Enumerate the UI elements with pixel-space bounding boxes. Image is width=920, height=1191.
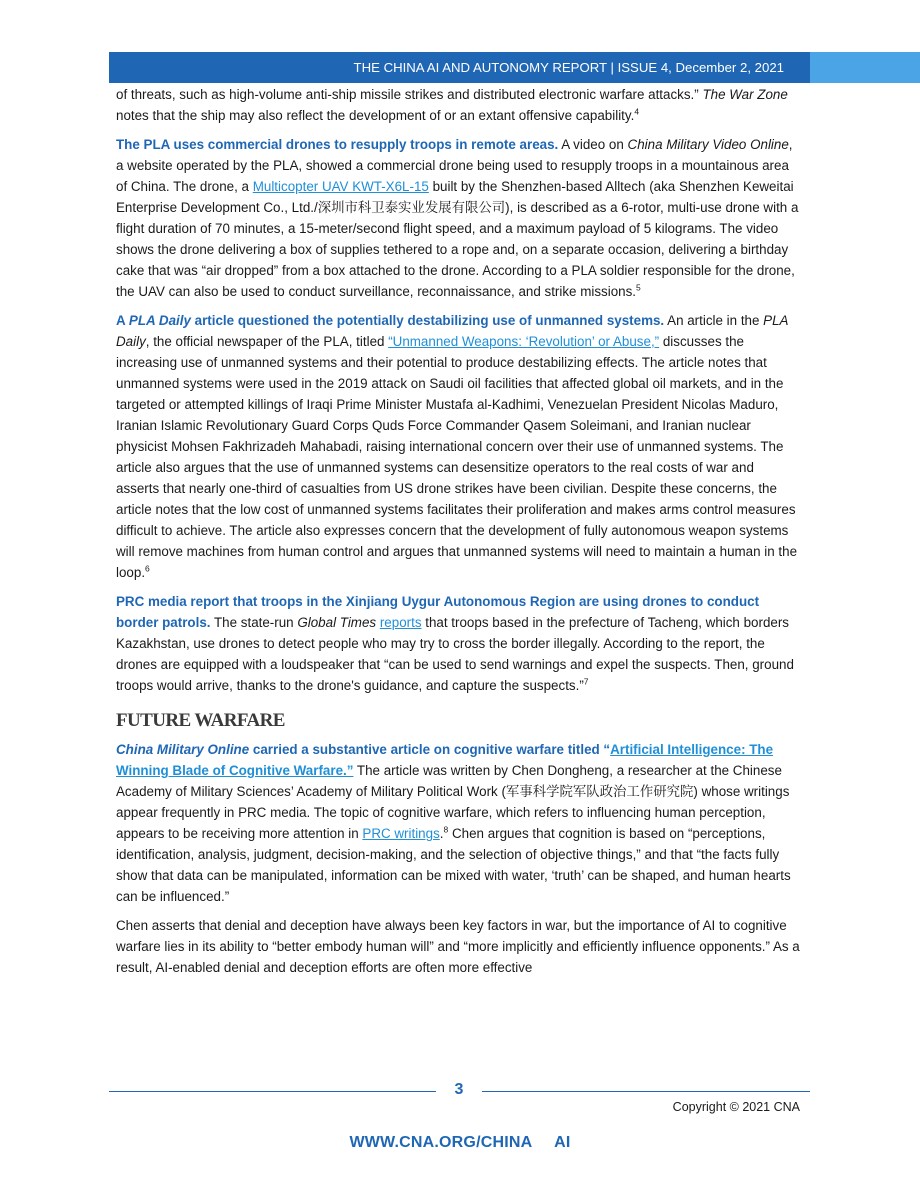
link-unmanned-weapons-article[interactable]: “Unmanned Weapons: ‘Revolution’ or Abuse,” <box>388 334 660 349</box>
paragraph-text: Chen asserts that denial and deception have always been key factors in war, but the importance of AI to cognitive warfare lies in its ability to “better embody human will” and “more implicitly and efficiently influence opponents.” As a result, AI-enabled denial and deception efforts are often more effective <box>116 918 800 975</box>
paragraph-text: of threats, such as high-volume anti-ship missile strikes and distributed electronic warfare attacks.” <box>116 87 703 102</box>
publication-name: PLA Daily <box>116 313 788 349</box>
paragraph-cognitive-warfare <box>116 739 800 907</box>
paragraph-text: notes that the ship may also reflect the development of or an extant offensive capability. <box>116 108 635 123</box>
lead-text: carried a substantive article on cognitive warfare titled “ <box>249 742 611 757</box>
footer-divider-right <box>482 1091 810 1092</box>
paragraph-text: Chen argues that cognition is based on “perceptions, identification, analysis, judgment, decision-making, and the selection of objective things,” and that “the facts fully show that data can be manipulated, information can be mixed with water, ‘truth’ can be shaped, and human hearts can be influenced.” <box>116 826 791 904</box>
publication-name: China Military Online <box>116 742 250 757</box>
link-multicopter-uav[interactable]: Multicopter UAV KWT-X6L-15 <box>252 179 429 194</box>
paragraph-text: The state-run <box>210 615 298 630</box>
link-prc-writings[interactable]: PRC writings <box>362 826 440 841</box>
publication-name: Global Times <box>297 615 377 630</box>
footnote-ref: 5 <box>636 282 641 293</box>
paragraph-text: that troops based in the prefecture of Tacheng, which borders Kazakhstan, use drones to detect people who may try to cross the border illegally. According to the report, the drones are equipped with a loudspeaker that “can be used to send warnings and expel the suspects. Then, ground troops would arrive, thanks to the drone's guidance, and capture the suspects.” <box>116 615 794 693</box>
footnote-ref: 7 <box>583 676 589 687</box>
header-bar <box>109 52 810 83</box>
paragraph-text: discusses the increasing use of unmanned systems and their potential to produce destabilizing effects. The article notes that unmanned systems were used in the 2019 attack on Saudi oil facilities that affected global oil markets, and in the targeted or attempted killings of Iraqi Prime Minister Mustafa al-Kadhimi, Venezuelan President Nicolas Maduro, Iranian Islamic Revolutionary Guard Corps Quds Force Commander Qasem Soleimani, and Iranian nuclear physicist Mohsen Fakhrizadeh Mahabadi, raising international concern over their use of unmanned systems. The article also argues that the use of unmanned systems can desensitize operators to the real costs of war and asserts that nearly one-third of casualties from US drone strikes have been civilian. Despite these concerns, the article notes that the low cost of unmanned systems facilitates their proliferation and makes arms control measures difficult to achieve. The article also expresses concern that the development of fully autonomous weapon systems will remove machines from human control and argues that unmanned systems will need to maintain a human in the loop. <box>116 334 798 580</box>
publication-name: The War Zone <box>702 87 788 102</box>
paragraph-text: , a website operated by the PLA, showed a commercial drone being used to resupply troops in a mountainous area of China. The drone, a <box>116 137 793 194</box>
paragraph-pla-daily <box>116 310 800 583</box>
header-accent-block <box>810 52 920 83</box>
paragraph-denial-deception <box>116 915 800 978</box>
website-link[interactable]: WWW.CNA.ORG/CHINA AI <box>349 1134 571 1151</box>
link-cognitive-warfare-article[interactable]: Artificial Intelligence: The Winning Blade of Cognitive Warfare.” <box>116 742 774 778</box>
page-number: 3 <box>454 1081 464 1098</box>
paragraph-drone-resupply <box>116 134 800 302</box>
paragraph-xinjiang-drones <box>116 591 800 696</box>
footnote-ref: 8 <box>443 824 449 835</box>
publication-name: China Military Video Online <box>627 137 789 152</box>
lead-text: A <box>116 313 129 328</box>
paragraph-text: The article was written by Chen Dongheng, a researcher at the Chinese Academy of Military Sciences’ Academy of Military Political Work (军事科学院军队政治工作研究院) whose writings appear frequently in PRC media. The topic of cognitive warfare, which refers to influencing human perception, appears to be receiving more attention in <box>116 763 790 841</box>
paragraph-text: , the official newspaper of the PLA, titled <box>145 334 389 349</box>
publication-name: PLA Daily <box>128 313 191 328</box>
link-reports[interactable]: reports <box>379 615 422 630</box>
paragraph-text: A video on <box>558 137 628 152</box>
lead-sentence: The PLA uses commercial drones to resupply troops in remote areas. <box>116 137 559 152</box>
footnote-ref: 6 <box>145 563 150 574</box>
copyright-notice: Copyright © 2021 CNA <box>672 1100 800 1114</box>
paragraph-text: An article in the <box>664 313 764 328</box>
lead-sentence: PRC media report that troops in the Xinjiang Uygur Autonomous Region are using drones to conduct border patrols. <box>116 594 760 630</box>
paragraph-text: built by the Shenzhen-based Alltech (aka Shenzhen Keweitai Enterprise Development Co., Ltd./深圳市科卫泰实业发展有限公司), is described as a 6-rotor, multi-use drone with a flight duration of 70 minutes, a 15-meter/second flight speed, and a maximum payload of 5 kilograms. The video shows the drone delivering a box of supplies tethered to a rope and, on a separate occasion, delivering a birthday cake that was “air dropped” from a box attached to the drone. According to a PLA soldier responsible for the drone, the UAV can also be used to conduct surveillance, reconnaissance, and strike missions. <box>116 179 799 299</box>
paragraph-text: . <box>439 826 444 841</box>
footnote-ref: 4 <box>634 106 640 117</box>
lead-text: article questioned the potentially destabilizing use of unmanned systems. <box>190 313 665 328</box>
article-body <box>116 84 800 986</box>
header-title: THE CHINA AI AND AUTONOMY REPORT | ISSUE 4, December 2, 2021 <box>353 60 784 75</box>
lead-sentence <box>116 313 664 328</box>
footer-divider-left <box>109 1091 436 1092</box>
paragraph-continuation <box>116 84 800 126</box>
section-heading: FUTURE WARFARE <box>116 710 285 731</box>
